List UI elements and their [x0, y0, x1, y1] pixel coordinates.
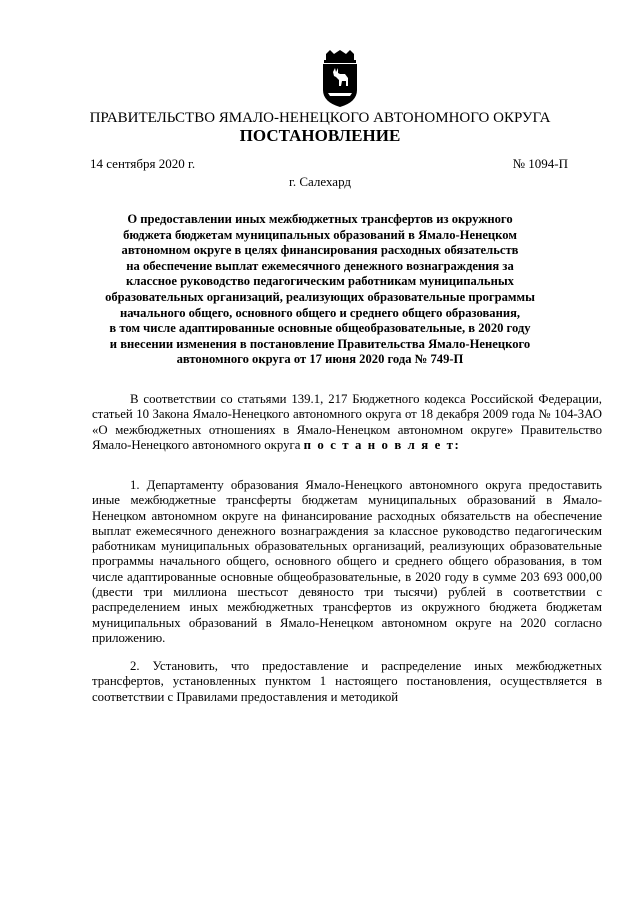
document-date: 14 сентября 2020 г. — [90, 156, 196, 171]
title-line: в том числе адаптированные основные общеобразовательные, в 2020 году — [109, 321, 531, 336]
title-line: образовательных организаций, реализующих образовательные программы — [105, 289, 535, 304]
document-number: № 1094-П — [512, 156, 568, 171]
title-line: О предоставлении иных межбюджетных трансфертов из окружного — [127, 212, 513, 226]
title-line: классное руководство педагогическим работникам муниципальных — [126, 274, 514, 289]
title-line: автономном округе в целях финансирования расходных обязательств — [121, 243, 519, 258]
resolves-word: п о с т а н о в л я е т: — [303, 437, 461, 452]
clause-1-text: 1. Департаменту образования Ямало-Ненецкого автономного округа предоставить иные межбюджетные трансферты бюджетам муниципальных образований в Ямало-Ненецком автономном округе на финансирование расходных обязательств на обеспечение выплат ежемесячного денежного вознаграждения за классное руководство педагогическим работникам муниципальных образовательных организаций, реализующих образовательные программы начального общего, основного общего и среднего общего образования, в том числе адаптированные основные общеобразовательные, в 2020 году в сумме 203 693 000,00 (двести три миллиона шестьсот девяносто три тысячи) рублей в соответствии с распределением иных межбюджетных трансфертов из окружного бюджета бюджетам муниципальных образований в Ямало-Ненецком автономном округе на 2020 согласно приложению. — [92, 478, 602, 645]
clause-paragraph — [92, 659, 602, 705]
title-line: начального общего, основного общего и среднего общего образования, — [119, 305, 521, 320]
preamble-text: В соответствии со статьями 139.1, 217 Бюджетного кодекса Российской Федерации, статьей 10 Закона Ямало-Ненецкого автономного округа от 18 декабря 2009 года № 104-ЗАО «О межбюджетных отношениях в Ямало-Ненецком автономном округе» Правительство Ямало-Ненецкого автономного округа — [92, 392, 602, 452]
clause-paragraph — [92, 478, 602, 646]
clause-2-text: 2. Установить, что предоставление и распределение иных межбюджетных трансфертов, установленных пунктом 1 настоящего постановления, осуществляется в соответствии с Правилами предоставления и методикой — [92, 659, 602, 704]
title-line: и внесении изменения в постановление Правительства Ямало-Ненецкого — [109, 336, 531, 351]
coat-of-arms-icon — [318, 50, 362, 108]
title-line: автономного округа от 17 июня 2020 года № 749-П — [176, 352, 464, 367]
document-city: г. Салехард — [288, 174, 352, 189]
title-line: бюджета бюджетам муниципальных образований в Ямало-Ненецком — [123, 227, 517, 242]
preamble-paragraph — [92, 392, 602, 453]
document-title — [92, 212, 548, 368]
government-name: ПРАВИТЕЛЬСТВО ЯМАЛО-НЕНЕЦКОГО АВТОНОМНОГО ОКРУГА — [89, 110, 551, 126]
document-type: ПОСТАНОВЛЕНИЕ — [239, 126, 401, 145]
title-line: на обеспечение выплат ежемесячного денежного вознаграждения за — [126, 258, 514, 273]
